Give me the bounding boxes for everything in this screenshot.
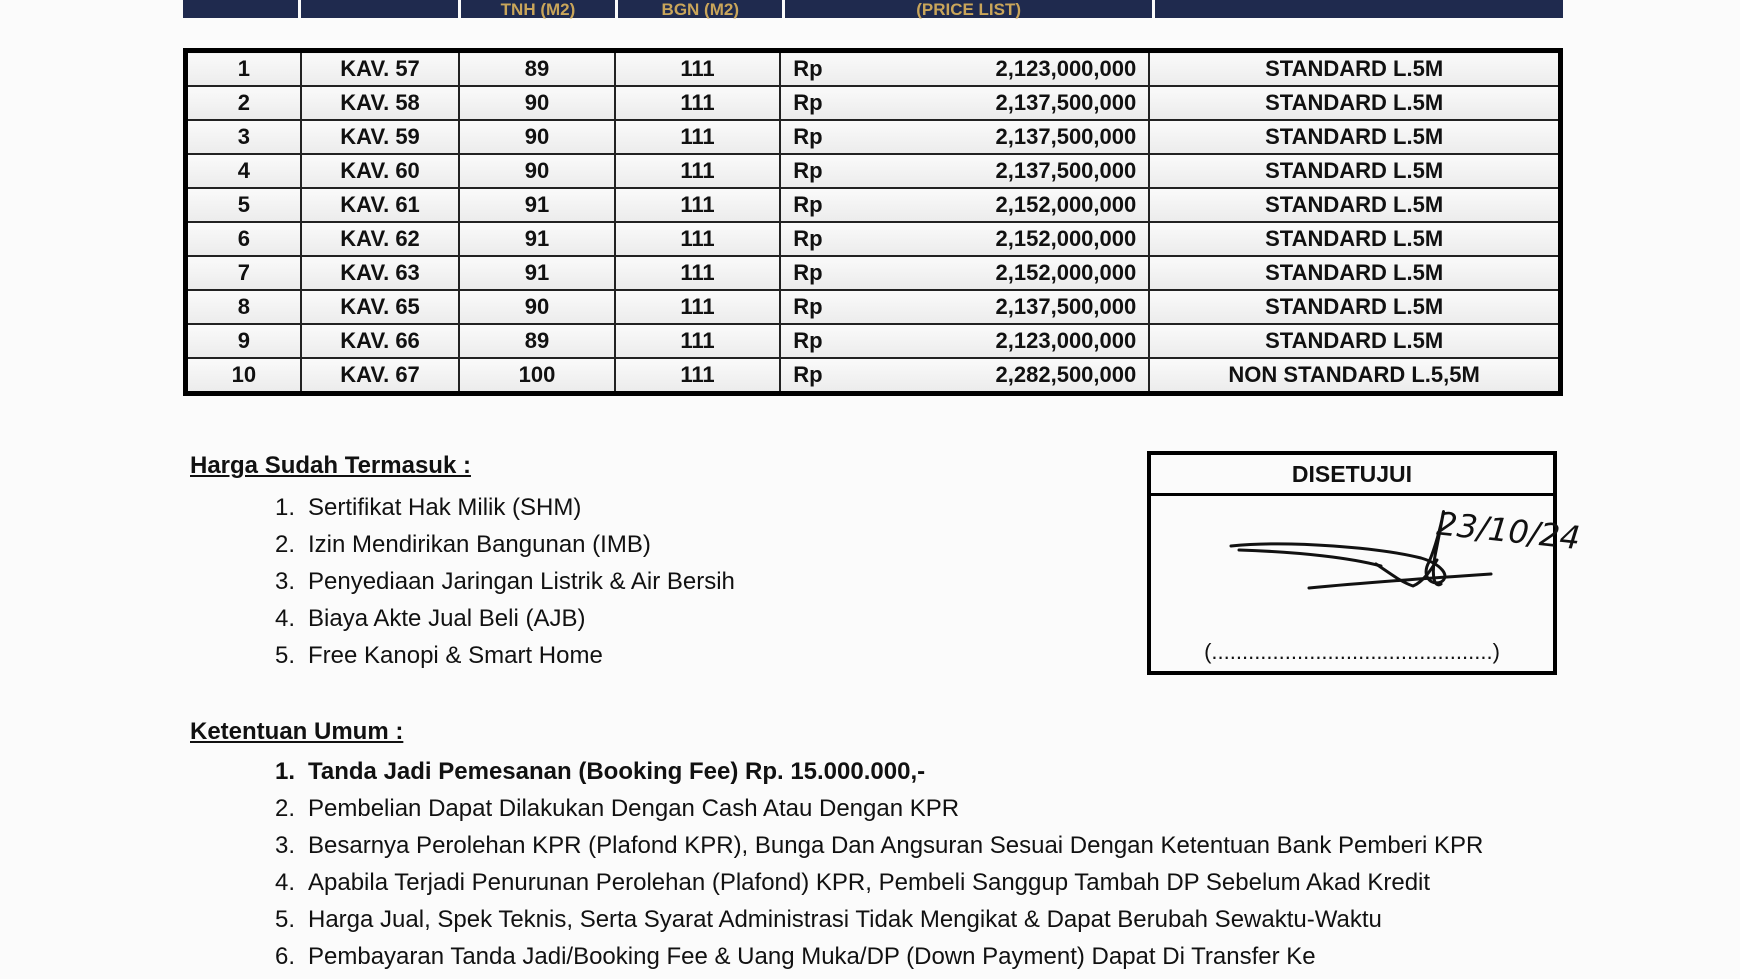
cell-currency: Rp	[780, 256, 900, 290]
header-cell-no	[183, 0, 301, 18]
list-item: 4. Apabila Terjadi Penurunan Perolehan (Plafond) KPR, Pembeli Sanggup Tambah DP Sebelum Akad Kredit	[275, 869, 1431, 896]
cell-no: 3	[186, 120, 301, 154]
cell-no: 2	[186, 86, 301, 120]
cell-land-area: 89	[459, 324, 614, 358]
cell-land-area: 90	[459, 120, 614, 154]
header-cell-type	[1155, 0, 1563, 18]
table-row	[186, 358, 1561, 394]
list-item: 2. Izin Mendirikan Bangunan (IMB)	[275, 531, 651, 558]
cell-type: STANDARD L.5M	[1149, 290, 1560, 324]
table-row	[186, 86, 1561, 120]
list-item: 5. Free Kanopi & Smart Home	[275, 642, 603, 669]
header-cell-kav	[301, 0, 461, 18]
cell-no: 4	[186, 154, 301, 188]
cell-building-area: 111	[615, 51, 780, 87]
cell-currency: Rp	[780, 120, 900, 154]
cell-currency: Rp	[780, 222, 900, 256]
table-row	[186, 222, 1561, 256]
cell-kavling: KAV. 62	[301, 222, 459, 256]
table-row	[186, 154, 1561, 188]
approval-box	[1147, 451, 1582, 675]
list-item: 3. Penyediaan Jaringan Listrik & Air Bersih	[275, 568, 735, 595]
cell-price: 2,137,500,000	[901, 290, 1150, 324]
cell-type: NON STANDARD L.5,5M	[1149, 358, 1560, 394]
cell-currency: Rp	[780, 188, 900, 222]
list-item: 2. Pembelian Dapat Dilakukan Dengan Cash Atau Dengan KPR	[275, 795, 960, 822]
list-item: 1. Tanda Jadi Pemesanan (Booking Fee) Rp. 15.000.000,-	[275, 758, 926, 785]
list-item: 4. Biaya Akte Jual Beli (AJB)	[275, 605, 586, 632]
cell-type: STANDARD L.5M	[1149, 222, 1560, 256]
cell-land-area: 90	[459, 154, 614, 188]
cell-no: 9	[186, 324, 301, 358]
cell-land-area: 91	[459, 256, 614, 290]
list-item: 3. Besarnya Perolehan KPR (Plafond KPR), Bunga Dan Angsuran Sesuai Dengan Ketentuan Bank Pemberi KPR	[275, 832, 1484, 859]
cell-price: 2,282,500,000	[901, 358, 1150, 394]
header-cell-bgn: BGN (M2)	[618, 0, 785, 18]
cell-currency: Rp	[780, 86, 900, 120]
cell-currency: Rp	[780, 358, 900, 394]
cell-type: STANDARD L.5M	[1149, 86, 1560, 120]
list-item: 1. Sertifikat Hak Milik (SHM)	[275, 494, 582, 521]
header-cell-tnh: TNH (M2)	[461, 0, 618, 18]
table-row	[186, 188, 1561, 222]
cell-kavling: KAV. 65	[301, 290, 459, 324]
cell-kavling: KAV. 60	[301, 154, 459, 188]
price-table-header	[183, 0, 1563, 18]
terms-list	[275, 753, 1483, 975]
cell-type: STANDARD L.5M	[1149, 51, 1560, 87]
table-row	[186, 324, 1561, 358]
list-item: 6. Pembayaran Tanda Jadi/Booking Fee & Uang Muka/DP (Down Payment) Dapat Di Transfer Ke	[275, 943, 1316, 970]
cell-no: 7	[186, 256, 301, 290]
included-title: Harga Sudah Termasuk :	[190, 452, 471, 479]
cell-type: STANDARD L.5M	[1149, 154, 1560, 188]
included-list	[275, 489, 735, 674]
cell-land-area: 90	[459, 86, 614, 120]
cell-building-area: 111	[615, 86, 780, 120]
signature-icon	[1151, 496, 1582, 626]
cell-currency: Rp	[780, 324, 900, 358]
cell-land-area: 91	[459, 222, 614, 256]
cell-price: 2,123,000,000	[901, 51, 1150, 87]
cell-no: 6	[186, 222, 301, 256]
cell-land-area: 100	[459, 358, 614, 394]
signature-line: (..............................................)	[1204, 639, 1500, 664]
cell-land-area: 89	[459, 51, 614, 87]
price-list-table	[183, 48, 1563, 396]
handwritten-date: 23/10/24	[1435, 504, 1582, 558]
header-cell-price-list: (PRICE LIST)	[785, 0, 1154, 18]
cell-currency: Rp	[780, 290, 900, 324]
cell-building-area: 111	[615, 324, 780, 358]
cell-currency: Rp	[780, 51, 900, 87]
table-row	[186, 120, 1561, 154]
terms-title: Ketentuan Umum :	[190, 718, 404, 745]
table-row	[186, 256, 1561, 290]
cell-price: 2,152,000,000	[901, 188, 1150, 222]
cell-kavling: KAV. 66	[301, 324, 459, 358]
cell-no: 1	[186, 51, 301, 87]
cell-price: 2,152,000,000	[901, 256, 1150, 290]
cell-kavling: KAV. 61	[301, 188, 459, 222]
cell-land-area: 90	[459, 290, 614, 324]
cell-building-area: 111	[615, 256, 780, 290]
table-row	[186, 51, 1561, 87]
cell-building-area: 111	[615, 358, 780, 394]
cell-price: 2,137,500,000	[901, 86, 1150, 120]
cell-kavling: KAV. 57	[301, 51, 459, 87]
cell-type: STANDARD L.5M	[1149, 256, 1560, 290]
cell-building-area: 111	[615, 290, 780, 324]
cell-no: 5	[186, 188, 301, 222]
cell-price: 2,137,500,000	[901, 154, 1150, 188]
cell-no: 8	[186, 290, 301, 324]
cell-type: STANDARD L.5M	[1149, 324, 1560, 358]
cell-kavling: KAV. 59	[301, 120, 459, 154]
cell-type: STANDARD L.5M	[1149, 188, 1560, 222]
approval-title: DISETUJUI	[1151, 455, 1553, 496]
cell-kavling: KAV. 67	[301, 358, 459, 394]
list-item: 5. Harga Jual, Spek Teknis, Serta Syarat Administrasi Tidak Mengikat & Dapat Berubah Sewaktu-Waktu	[275, 906, 1382, 933]
cell-building-area: 111	[615, 120, 780, 154]
cell-building-area: 111	[615, 188, 780, 222]
cell-land-area: 91	[459, 188, 614, 222]
cell-kavling: KAV. 58	[301, 86, 459, 120]
table-row	[186, 290, 1561, 324]
cell-type: STANDARD L.5M	[1149, 120, 1560, 154]
cell-price: 2,152,000,000	[901, 222, 1150, 256]
cell-building-area: 111	[615, 154, 780, 188]
cell-no: 10	[186, 358, 301, 394]
cell-price: 2,137,500,000	[901, 120, 1150, 154]
cell-price: 2,123,000,000	[901, 324, 1150, 358]
cell-building-area: 111	[615, 222, 780, 256]
cell-kavling: KAV. 63	[301, 256, 459, 290]
cell-currency: Rp	[780, 154, 900, 188]
